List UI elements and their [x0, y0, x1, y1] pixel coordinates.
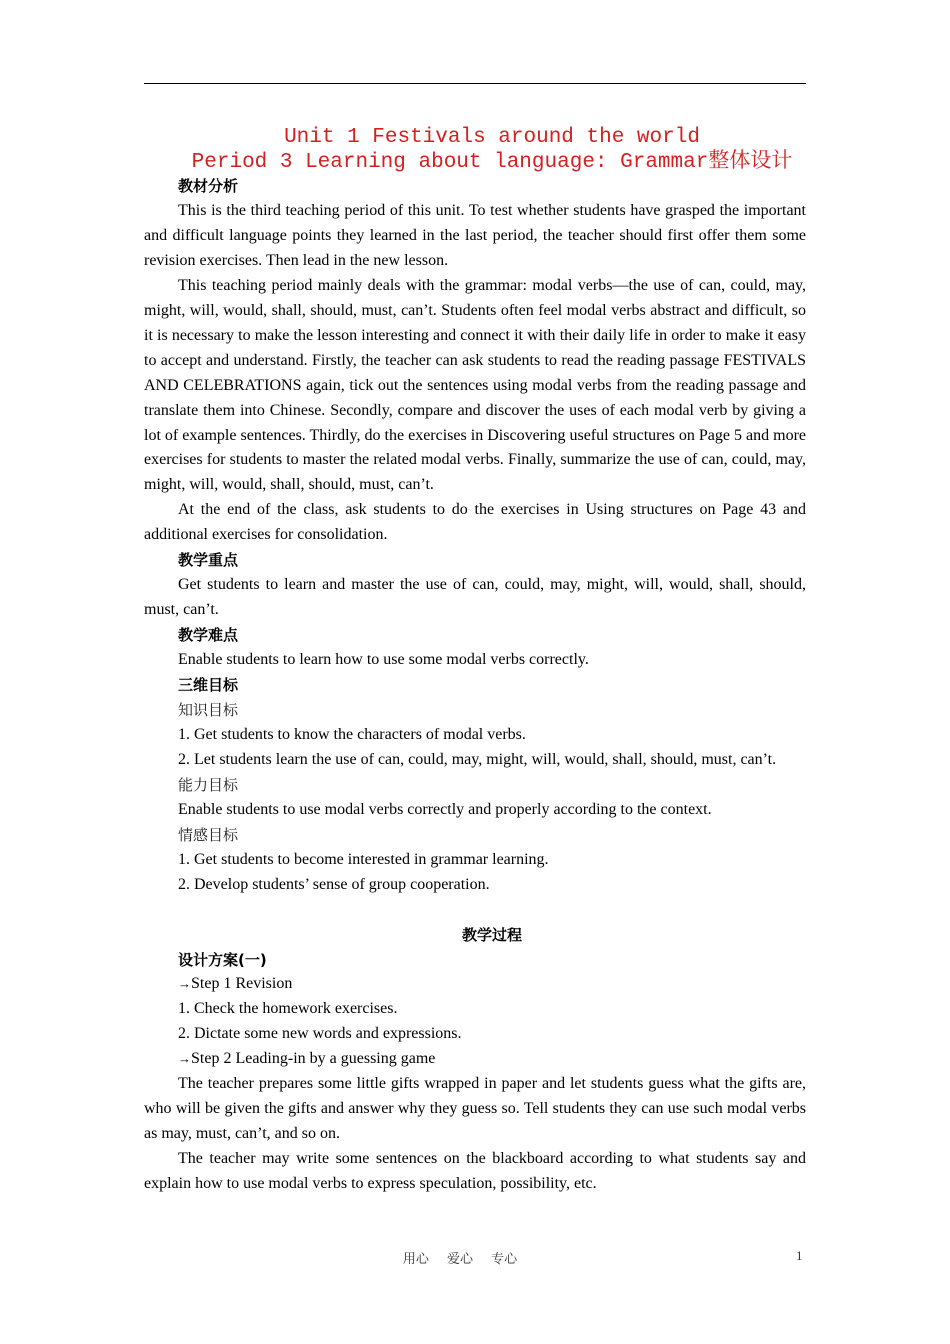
ability-goal-paragraph: Enable students to use modal verbs correctly and properly according to the context.	[178, 800, 712, 818]
key-points-heading: 教学重点	[178, 551, 239, 570]
emotion-goal-item: 2. Develop students’ sense of group cooperation.	[178, 875, 490, 893]
difficult-points-paragraph: Enable students to learn how to use some modal verbs correctly.	[178, 651, 589, 669]
document-body	[144, 174, 806, 1197]
page-number: 1	[796, 1248, 803, 1263]
step-1-item: 2. Dictate some new words and expressions.	[178, 1025, 462, 1043]
teaching-process-heading: 教学过程	[461, 925, 522, 944]
emotion-goals-heading: 情感目标	[178, 825, 239, 844]
key-points-paragraph: Get students to learn and master the use of can, could, may, might, will, would, shall, should, must, can’t.	[144, 576, 806, 619]
analysis-paragraph-2: This teaching period mainly deals with the grammar: modal verbs—the use of can, could, may, might, will, would, shall, should, must, can’t. Students often feel modal verbs abstract and difficult, so it is necessary to make the lesson interesting and connect it with their daily life in order to make it easy to accept and understand. Firstly, the teacher can ask students to read the reading passage FESTIVALS AND CELEBRATIONS again, tick out the sentences using modal verbs from the reading passage and translate them into Chinese. Secondly, compare and discover the uses of each modal verb by giving a lot of example sentences. Thirdly, do the exercises in Discovering useful structures on Page 5 and more exercises for students to master the related modal verbs. Finally, summarize the use of can, could, may, might, will, would, shall, should, must, can’t.	[144, 276, 806, 494]
header-rule	[144, 83, 806, 84]
plan-heading: 设计方案(一)	[178, 950, 267, 969]
analysis-paragraph-1: This is the third teaching period of this unit. To test whether students have grasped the important and difficult language points they learned in the last period, the teacher should first offer them some revision exercises. Then lead in the new lesson.	[144, 201, 806, 269]
step-1-heading	[144, 972, 806, 997]
difficult-points-heading: 教学难点	[178, 626, 239, 645]
emotion-goal-item: 1. Get students to become interested in grammar learning.	[178, 850, 549, 868]
footer-motto: 用心 爱心 专心	[402, 1252, 518, 1267]
knowledge-goals-heading: 知识目标	[178, 701, 239, 720]
step-2-paragraph-2: The teacher may write some sentences on the blackboard according to what students say and explain how to use modal verbs to express speculation, possibility, etc.	[144, 1150, 806, 1193]
doc-title-line2: Period 3 Learning about language: Grammar整体设计	[191, 151, 793, 174]
analysis-heading: 教材分析	[178, 177, 239, 195]
step-1-item: 1. Check the homework exercises.	[178, 1000, 398, 1018]
blank-line	[144, 898, 806, 923]
goals-heading: 三维目标	[178, 676, 239, 695]
analysis-paragraph-3: At the end of the class, ask students to do the exercises in Using structures on Page 43 and additional exercises for consolidation.	[144, 501, 806, 544]
step-2-label: Step 2 Leading-in by a guessing game	[191, 1050, 436, 1068]
knowledge-goal-item: 2. Let students learn the use of can, could, may, might, will, would, shall, should, must, can’t.	[178, 750, 777, 768]
step-1-label: Step 1 Revision	[191, 975, 293, 993]
step-2-heading	[144, 1047, 806, 1072]
arrow-right-icon: →	[178, 1051, 191, 1067]
step-2-paragraph-1: The teacher prepares some little gifts wrapped in paper and let students guess what the gifts are, who will be given the gifts and answer why they guess so. Tell students they can use such modal verbs as may, must, can’t, and so on.	[144, 1075, 806, 1143]
arrow-right-icon: →	[178, 976, 191, 992]
ability-goals-heading: 能力目标	[178, 775, 239, 794]
doc-title-line1: Unit 1 Festivals around the world	[284, 126, 700, 149]
knowledge-goal-item: 1. Get students to know the characters of modal verbs.	[178, 725, 526, 743]
